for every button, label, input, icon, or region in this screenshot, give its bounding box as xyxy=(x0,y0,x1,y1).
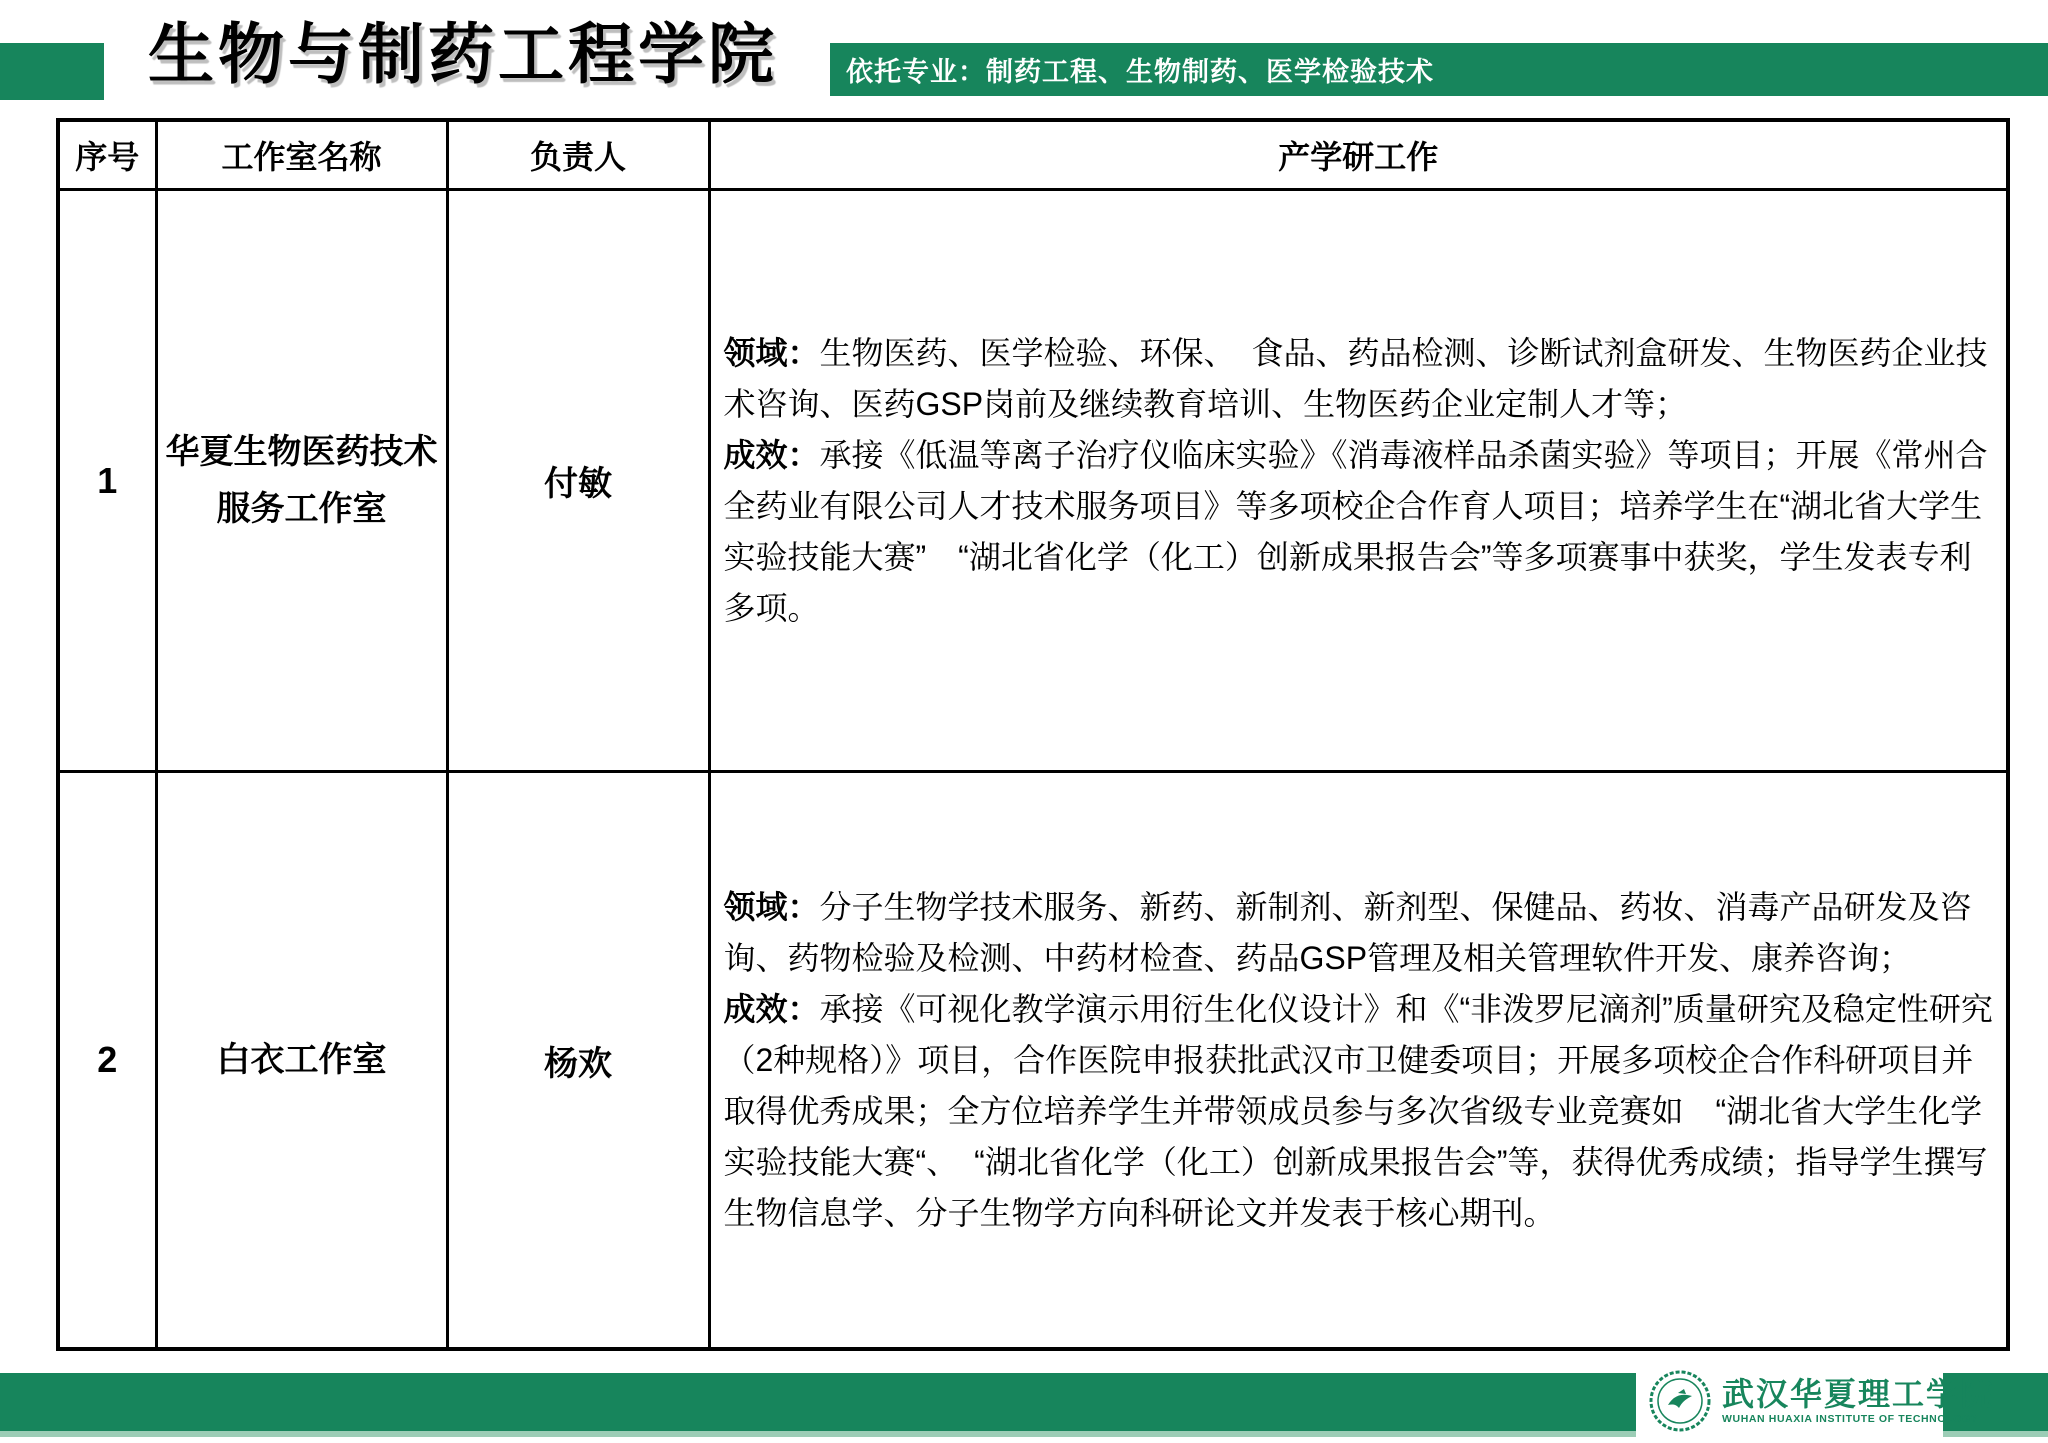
field-text: 分子生物学技术服务、新药、新制剂、新剂型、保健品、药妆、消毒产品研发及咨询、药物检验及检测、中药材检查、药品GSP管理及相关管理软件开发、康养咨询； xyxy=(723,888,1972,976)
page-title: 生物与制药工程学院 xyxy=(148,17,778,91)
header-row xyxy=(58,120,2008,190)
result-paragraph xyxy=(724,984,1995,1239)
result-text: 承接《可视化教学演示用衍生化仪设计》和《“非泼罗尼滴剂”质量研究及稳定性研究（2种规格）》项目，合作医院申报获批武汉市卫健委项目；开展多项校企合作科研项目并取得优秀成果；全方位培养学生并带领成员参与多次省级专业竞赛如 “湖北省大学生化学实验技能大赛“、 “湖北省化学（化工）创新成果报告会”等，获得优秀成绩；指导学生撰写生物信息学、分子生物学方向科研论文并发表于核心期刊。 xyxy=(723,990,1993,1231)
field-paragraph xyxy=(724,328,1995,430)
logo-text xyxy=(1722,1376,1994,1426)
result-label: 成效： xyxy=(723,436,820,473)
table-row xyxy=(58,190,2008,772)
field-label: 领域： xyxy=(723,334,820,371)
field-label: 领域： xyxy=(723,888,820,925)
row-number: 1 xyxy=(58,190,156,772)
work-description xyxy=(709,190,2008,772)
field-paragraph xyxy=(724,882,1995,984)
header-cell-leader: 负责人 xyxy=(447,120,709,190)
university-seal-icon xyxy=(1648,1369,1712,1433)
subtitle-text: 依托专业：制药工程、生物制药、医学检验技术 xyxy=(846,57,1434,87)
table-row xyxy=(58,772,2008,1350)
workshop-name: 白衣工作室 xyxy=(156,772,447,1350)
result-text: 承接《低温等离子治疗仪临床实验》《消毒液样品杀菌实验》等项目；开展《常州合全药业有限公司人才技术服务项目》等多项校企合作育人项目；培养学生在“湖北省大学生实验技能大赛” “湖北省化学（化工）创新成果报告会”等多项赛事中获奖，学生发表专利多项。 xyxy=(723,436,1988,626)
workshops-table xyxy=(56,118,2010,1351)
header-cell-workshop-name: 工作室名称 xyxy=(156,120,447,190)
row-number: 2 xyxy=(58,772,156,1350)
logo-box xyxy=(1636,1358,1995,1443)
workshop-name: 华夏生物医药技术服务工作室 xyxy=(156,190,447,772)
result-paragraph xyxy=(724,430,1995,634)
header-accent-bar xyxy=(0,43,104,100)
subtitle-bar xyxy=(830,43,2048,96)
work-description xyxy=(709,772,2008,1350)
leader-name: 付敏 xyxy=(447,190,709,772)
header-cell-number: 序号 xyxy=(58,120,156,190)
field-text: 生物医药、医学检验、环保、 食品、药品检测、诊断试剂盒研发、生物医药企业技术咨询、医药GSP岗前及继续教育培训、生物医药企业定制人才等； xyxy=(723,334,1988,422)
result-label: 成效： xyxy=(723,990,820,1027)
header-cell-work: 产学研工作 xyxy=(709,120,2008,190)
logo-cn: 武汉华夏理工学院 xyxy=(1722,1375,1995,1412)
leader-name: 杨欢 xyxy=(447,772,709,1350)
logo-en: WUHAN HUAXIA INSTITUTE OF TECHNOLOGY xyxy=(1722,1412,1979,1425)
